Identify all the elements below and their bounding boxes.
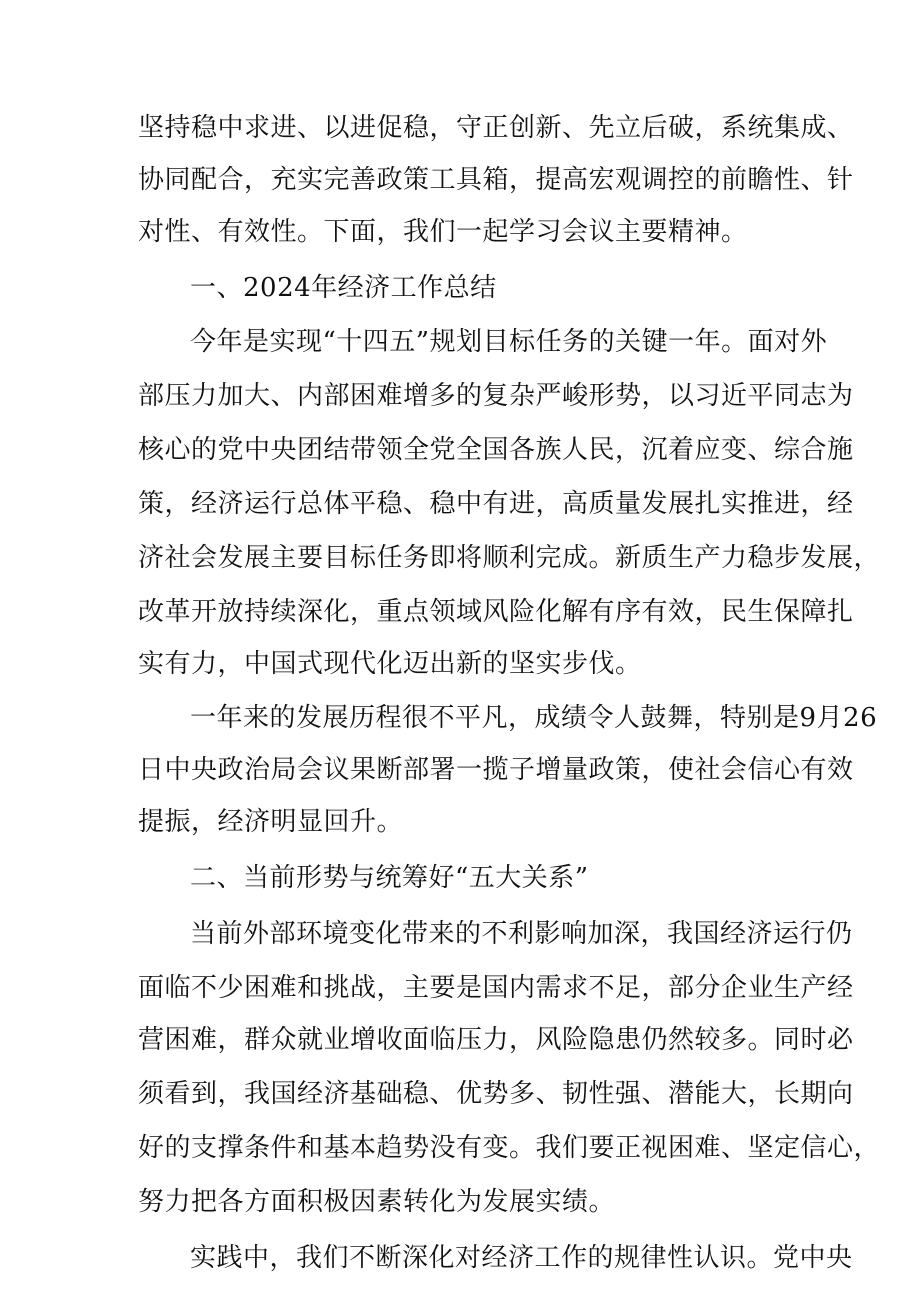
text-line: 一年来的发展历程很不平凡，成绩令人鼓舞，特别是9月26: [190, 703, 878, 733]
text-line: 部压力加大、内部困难增多的复杂严峻形势，以习近平同志为: [138, 381, 854, 411]
text-line: 策，经济运行总体平稳、稳中有进，高质量发展扎实推进，经: [138, 489, 854, 519]
text-line: 对性、有效性。下面，我们一起学习会议主要精神。: [138, 217, 748, 247]
text-line: 济社会发展主要目标任务即将顺利完成。新质生产力稳步发展，: [138, 543, 881, 573]
text-line: 努力把各方面积极因素转化为发展实绩。: [138, 1187, 616, 1217]
text-line: 协同配合，充实完善政策工具箱，提高宏观调控的前瞻性、针: [138, 165, 854, 195]
text-line: 坚持稳中求进、以进促稳，守正创新、先立后破，系统集成、: [138, 113, 854, 143]
text-line: 核心的党中央团结带领全党全国各族人民，沉着应变、综合施: [138, 435, 854, 465]
text-line: 改革开放持续深化，重点领域风险化解有序有效，民生保障扎: [138, 597, 854, 627]
section-heading-2: 二、当前形势与统筹好“五大关系”: [190, 863, 589, 893]
section-heading-1: 一、2024年经济工作总结: [190, 273, 497, 303]
text-line: 日中央政治局会议果断部署一揽子增量政策，使社会信心有效: [138, 755, 854, 785]
text-line: 好的支撑条件和基本趋势没有变。我们要正视困难、坚定信心，: [138, 1133, 881, 1163]
text-line: 实践中，我们不断深化对经济工作的规律性认识。党中央: [190, 1243, 853, 1273]
text-line: 营困难，群众就业增收面临压力，风险隐患仍然较多。同时必: [138, 1025, 854, 1055]
text-line: 提振，经济明显回升。: [138, 807, 404, 837]
text-line: 须看到，我国经济基础稳、优势多、韧性强、潜能大，长期向: [138, 1079, 854, 1109]
text-line: 当前外部环境变化带来的不利影响加深，我国经济运行仍: [190, 919, 853, 949]
text-line: 今年是实现“十四五”规划目标任务的关键一年。面对外: [190, 327, 828, 357]
text-line: 面临不少困难和挑战，主要是国内需求不足，部分企业生产经: [138, 973, 854, 1003]
text-line: 实有力，中国式现代化迈出新的坚实步伐。: [138, 649, 642, 679]
